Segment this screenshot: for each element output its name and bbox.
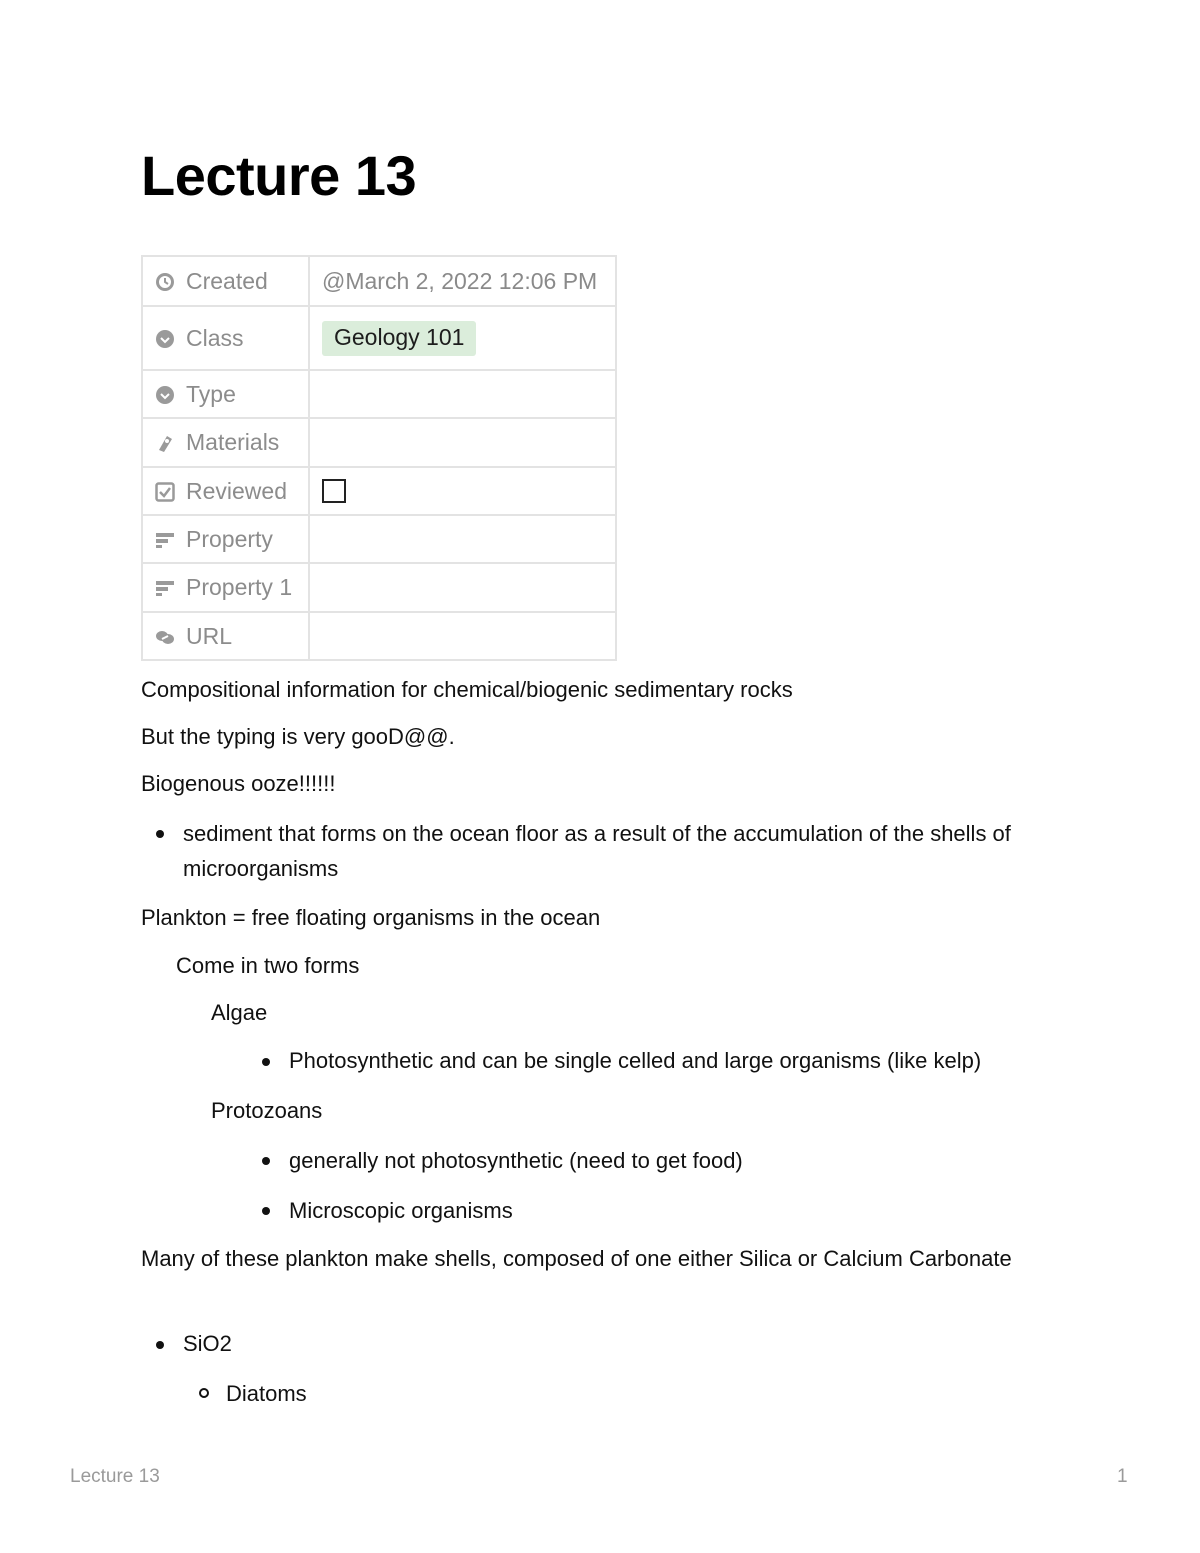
reviewed-value <box>309 467 616 515</box>
select-icon <box>155 329 175 349</box>
property-value[interactable] <box>309 515 616 563</box>
property-label: Reviewed <box>186 477 287 504</box>
property-row-type <box>142 370 616 418</box>
bullet-dot <box>262 1207 270 1215</box>
property-row-property-1 <box>142 563 616 612</box>
property-label: Created <box>186 267 268 294</box>
property-label: Class <box>186 324 244 351</box>
list-item: Microscopic organisms <box>289 1198 513 1223</box>
property-row-url <box>142 612 616 660</box>
property-label: Property 1 <box>186 574 293 600</box>
footer-page-number: 1 <box>1117 1466 1128 1487</box>
checkbox-icon <box>155 482 175 502</box>
property-row-created <box>142 256 616 306</box>
footer-title: Lecture 13 <box>70 1466 160 1487</box>
list-item: Diatoms <box>226 1381 307 1406</box>
paragraph: Algae <box>211 1000 268 1025</box>
property-row-class <box>142 306 616 370</box>
properties-table <box>141 255 617 661</box>
class-tag[interactable]: Geology 101 <box>322 321 476 356</box>
select-icon <box>155 385 175 405</box>
url-value[interactable] <box>309 612 616 660</box>
paragraph: Biogenous ooze!!!!!! <box>141 771 336 796</box>
property-row-property <box>142 515 616 563</box>
property-1-value[interactable] <box>309 563 616 612</box>
list-item: Photosynthetic and can be single celled and large organisms (like kelp) <box>289 1048 982 1073</box>
link-icon <box>155 627 175 647</box>
property-label: URL <box>186 622 233 649</box>
paragraph: Come in two forms <box>176 953 360 978</box>
page-title: Lecture 13 <box>141 144 417 207</box>
bullet-dot <box>156 1341 164 1349</box>
text-icon <box>155 530 175 550</box>
bullet-dot <box>156 830 164 838</box>
type-value[interactable] <box>309 370 616 418</box>
paragraph: Plankton = free floating organisms in the ocean <box>141 905 601 930</box>
property-label: Materials <box>186 429 280 455</box>
list-item: generally not photosynthetic (need to get food) <box>289 1148 743 1173</box>
hollow-bullet-dot <box>199 1388 209 1398</box>
paragraph: Protozoans <box>211 1098 323 1123</box>
list-item: sediment that forms on the ocean floor as a result of the accumulation of the shells of microorganisms <box>183 821 1011 881</box>
class-value[interactable] <box>309 306 616 370</box>
property-row-reviewed <box>142 467 616 515</box>
property-label: Property <box>186 525 273 552</box>
bullet-dot <box>262 1058 270 1066</box>
reviewed-checkbox[interactable] <box>322 479 346 503</box>
list-item: SiO2 <box>183 1331 232 1356</box>
materials-value[interactable] <box>309 418 616 467</box>
paragraph: But the typing is very gooD@@. <box>141 724 455 749</box>
paragraph: Many of these plankton make shells, composed of one either Silica or Calcium Carbonate <box>141 1246 1012 1271</box>
created-value[interactable]: @March 2, 2022 12:06 PM <box>309 256 616 306</box>
bullet-dot <box>262 1157 270 1165</box>
paragraph: Compositional information for chemical/biogenic sedimentary rocks <box>141 677 793 702</box>
property-row-materials <box>142 418 616 467</box>
clock-icon <box>155 272 175 292</box>
file-icon <box>155 433 175 453</box>
text-icon <box>155 578 175 598</box>
property-label: Type <box>186 380 236 407</box>
